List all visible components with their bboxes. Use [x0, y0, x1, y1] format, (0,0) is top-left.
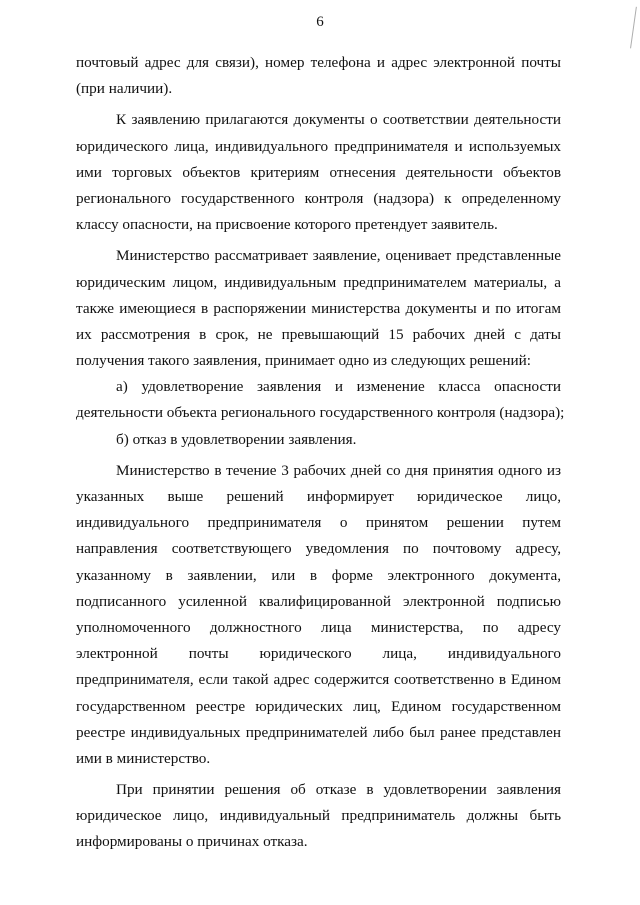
page-number: 6 [316, 14, 324, 30]
text-line: индивидуального предпринимателя о принятом решении путем [76, 514, 561, 532]
paragraph-review [76, 243, 561, 374]
text-line: также имеющиеся в распоряжении министерства документы и по итогам [76, 299, 561, 317]
paragraph-attachments [76, 107, 561, 238]
text-line: указанному в заявлении, или в форме электронного документа, [76, 566, 561, 584]
text-line: Министерство рассматривает заявление, оценивает представленные [116, 247, 561, 265]
text-line: государственном реестре юридических лиц, Едином государственном [76, 697, 561, 715]
text-line: ими торговых объектов критериям отнесения деятельности объектов [76, 163, 561, 181]
text-line: реестре индивидуальных предпринимателей либо был ранее представлен [76, 723, 561, 741]
text-line: деятельности объекта регионального государственного контроля (надзора); [76, 404, 565, 422]
text-line: юридического лица, индивидуального предпринимателя и используемых [76, 137, 561, 155]
text-line: информированы о причинах отказа. [76, 833, 308, 851]
text-line: юридическое лицо, индивидуальный предприниматель должны быть [76, 807, 561, 825]
text-line: направления соответствующего уведомления по почтовому адресу, [76, 540, 561, 558]
text-line: подписанного усиленной квалифицированной электронной подписью [76, 592, 561, 610]
text-line: уполномоченного должностного лица министерства, по адресу [76, 618, 561, 636]
text-line: указанных выше решений информирует юридическое лицо, [76, 488, 561, 505]
text-line: а) удовлетворение заявления и изменение класса опасности [116, 378, 561, 396]
text-line: почтовый адрес для связи), номер телефона и адрес электронной почты [76, 54, 561, 71]
list-item-a [76, 374, 565, 426]
text-line: предпринимателя, если такой адрес содержится соответственно в Едином [76, 671, 561, 689]
text-line: Министерство в течение 3 рабочих дней со дня принятия одного из [116, 461, 561, 479]
text-line: их рассмотрения в срок, не превышающий 15 рабочих дней с даты [76, 325, 561, 343]
text-line: классу опасности, на присвоение которого претендует заявитель. [76, 216, 498, 234]
paragraph-notification [76, 458, 561, 772]
document-body [76, 50, 565, 856]
text-line: При принятии решения об отказе в удовлетворении заявления [116, 781, 561, 799]
text-line: получения такого заявления, принимает одно из следующих решений: [76, 352, 531, 370]
text-line: (при наличии). [76, 80, 173, 98]
list-item-b [76, 427, 561, 453]
text-line: электронной почты юридического лица, индивидуального [76, 645, 561, 663]
paragraph-refusal [76, 777, 561, 856]
paragraph-continuation [76, 50, 561, 102]
text-line: юридическим лицом, индивидуальным предпринимателем материалы, а [76, 273, 561, 291]
text-line: б) отказ в удовлетворении заявления. [116, 430, 357, 448]
text-line: ими в министерство. [76, 749, 211, 767]
text-line: К заявлению прилагаются документы о соответствии деятельности [116, 111, 561, 129]
text-line: регионального государственного контроля (надзора) к определенному [76, 189, 561, 207]
